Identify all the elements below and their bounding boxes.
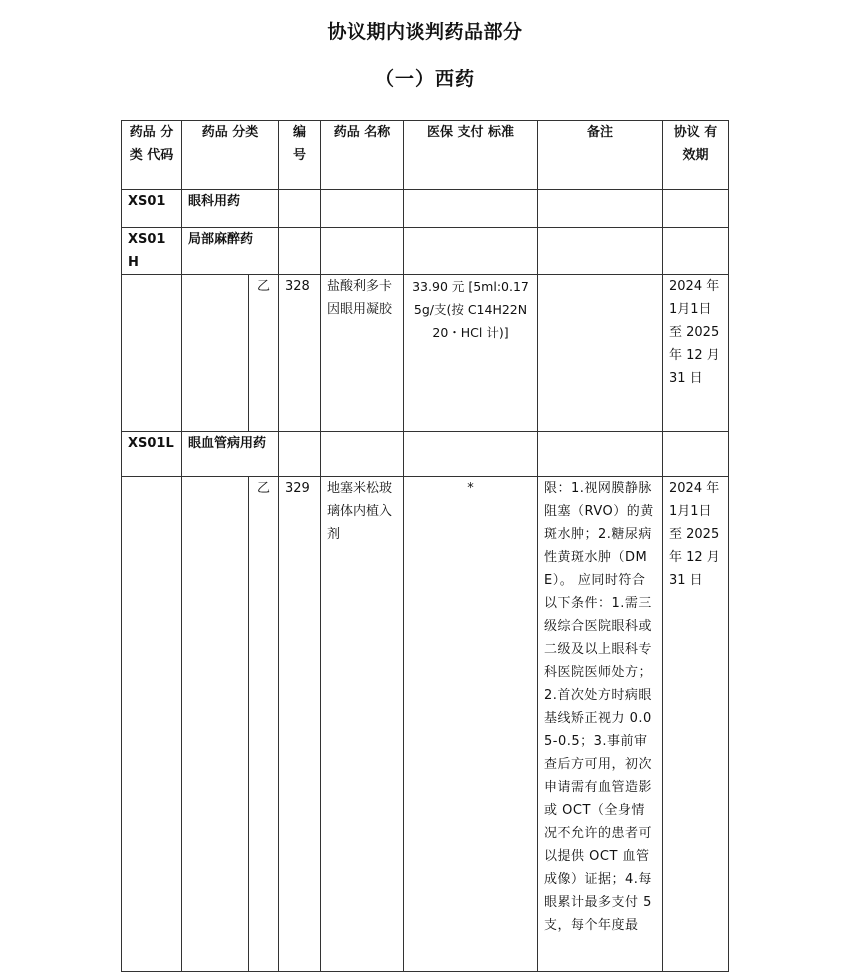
header-validity: 协议 有效期 — [663, 121, 729, 190]
category-name: 眼科用药 — [182, 190, 279, 228]
table-row — [122, 432, 729, 477]
category-name: 眼血管病用药 — [182, 432, 279, 477]
drug-note: 限：1.视网膜静脉阻塞（RVO）的黄斑水肿；2.糖尿病性黄斑水肿（DME）。 应同时符合以下条件：1.需三级综合医院眼科或二级及以上眼科专科医院医师处方；2.首次处方时病眼基线矫正视力 0.05-0.5；3.事前审查后方可用，初次申请需有血管造影或 OCT（全身情况不允许的患者可以提供 OCT 血管成像）证据；4.每眼累计最多支付 5 支，每个年度最 — [538, 477, 663, 972]
drug-number: 328 — [279, 275, 321, 432]
drug-grade: 乙 — [249, 275, 279, 432]
drug-note — [538, 275, 663, 432]
section-subtitle: （一）西药 — [374, 68, 475, 90]
drug-table — [121, 120, 729, 972]
header-code: 药品 分类 代码 — [122, 121, 182, 190]
document-title: 协议期内谈判药品部分 — [327, 21, 523, 43]
drug-number: 329 — [279, 477, 321, 972]
header-name: 药品 名称 — [321, 121, 404, 190]
header-note: 备注 — [538, 121, 663, 190]
drug-grade: 乙 — [249, 477, 279, 972]
header-number: 编 号 — [279, 121, 321, 190]
header-payment: 医保 支付 标准 — [404, 121, 538, 190]
table-row — [122, 275, 729, 432]
agreement-validity: 2024 年 1月1日 至 2025 年 12 月 31 日 — [663, 477, 729, 972]
table-row — [122, 190, 729, 228]
table-row — [122, 228, 729, 275]
header-category: 药品 分类 — [182, 121, 279, 190]
table-row — [122, 477, 729, 972]
agreement-validity: 2024 年 1月1日 至 2025 年 12 月 31 日 — [663, 275, 729, 432]
payment-standard: 33.90 元 [5ml:0.175g/支(按 C14H22N20・HCl 计)] — [404, 275, 538, 432]
drug-name: 地塞米松玻璃体内植入剂 — [321, 477, 404, 972]
category-code: XS01 — [122, 190, 182, 228]
category-code: XS01H — [122, 228, 182, 275]
drug-name: 盐酸利多卡因眼用凝胶 — [321, 275, 404, 432]
category-name: 局部麻醉药 — [182, 228, 279, 275]
payment-standard: * — [404, 477, 538, 972]
category-code: XS01L — [122, 432, 182, 477]
table-header-row — [122, 121, 729, 190]
